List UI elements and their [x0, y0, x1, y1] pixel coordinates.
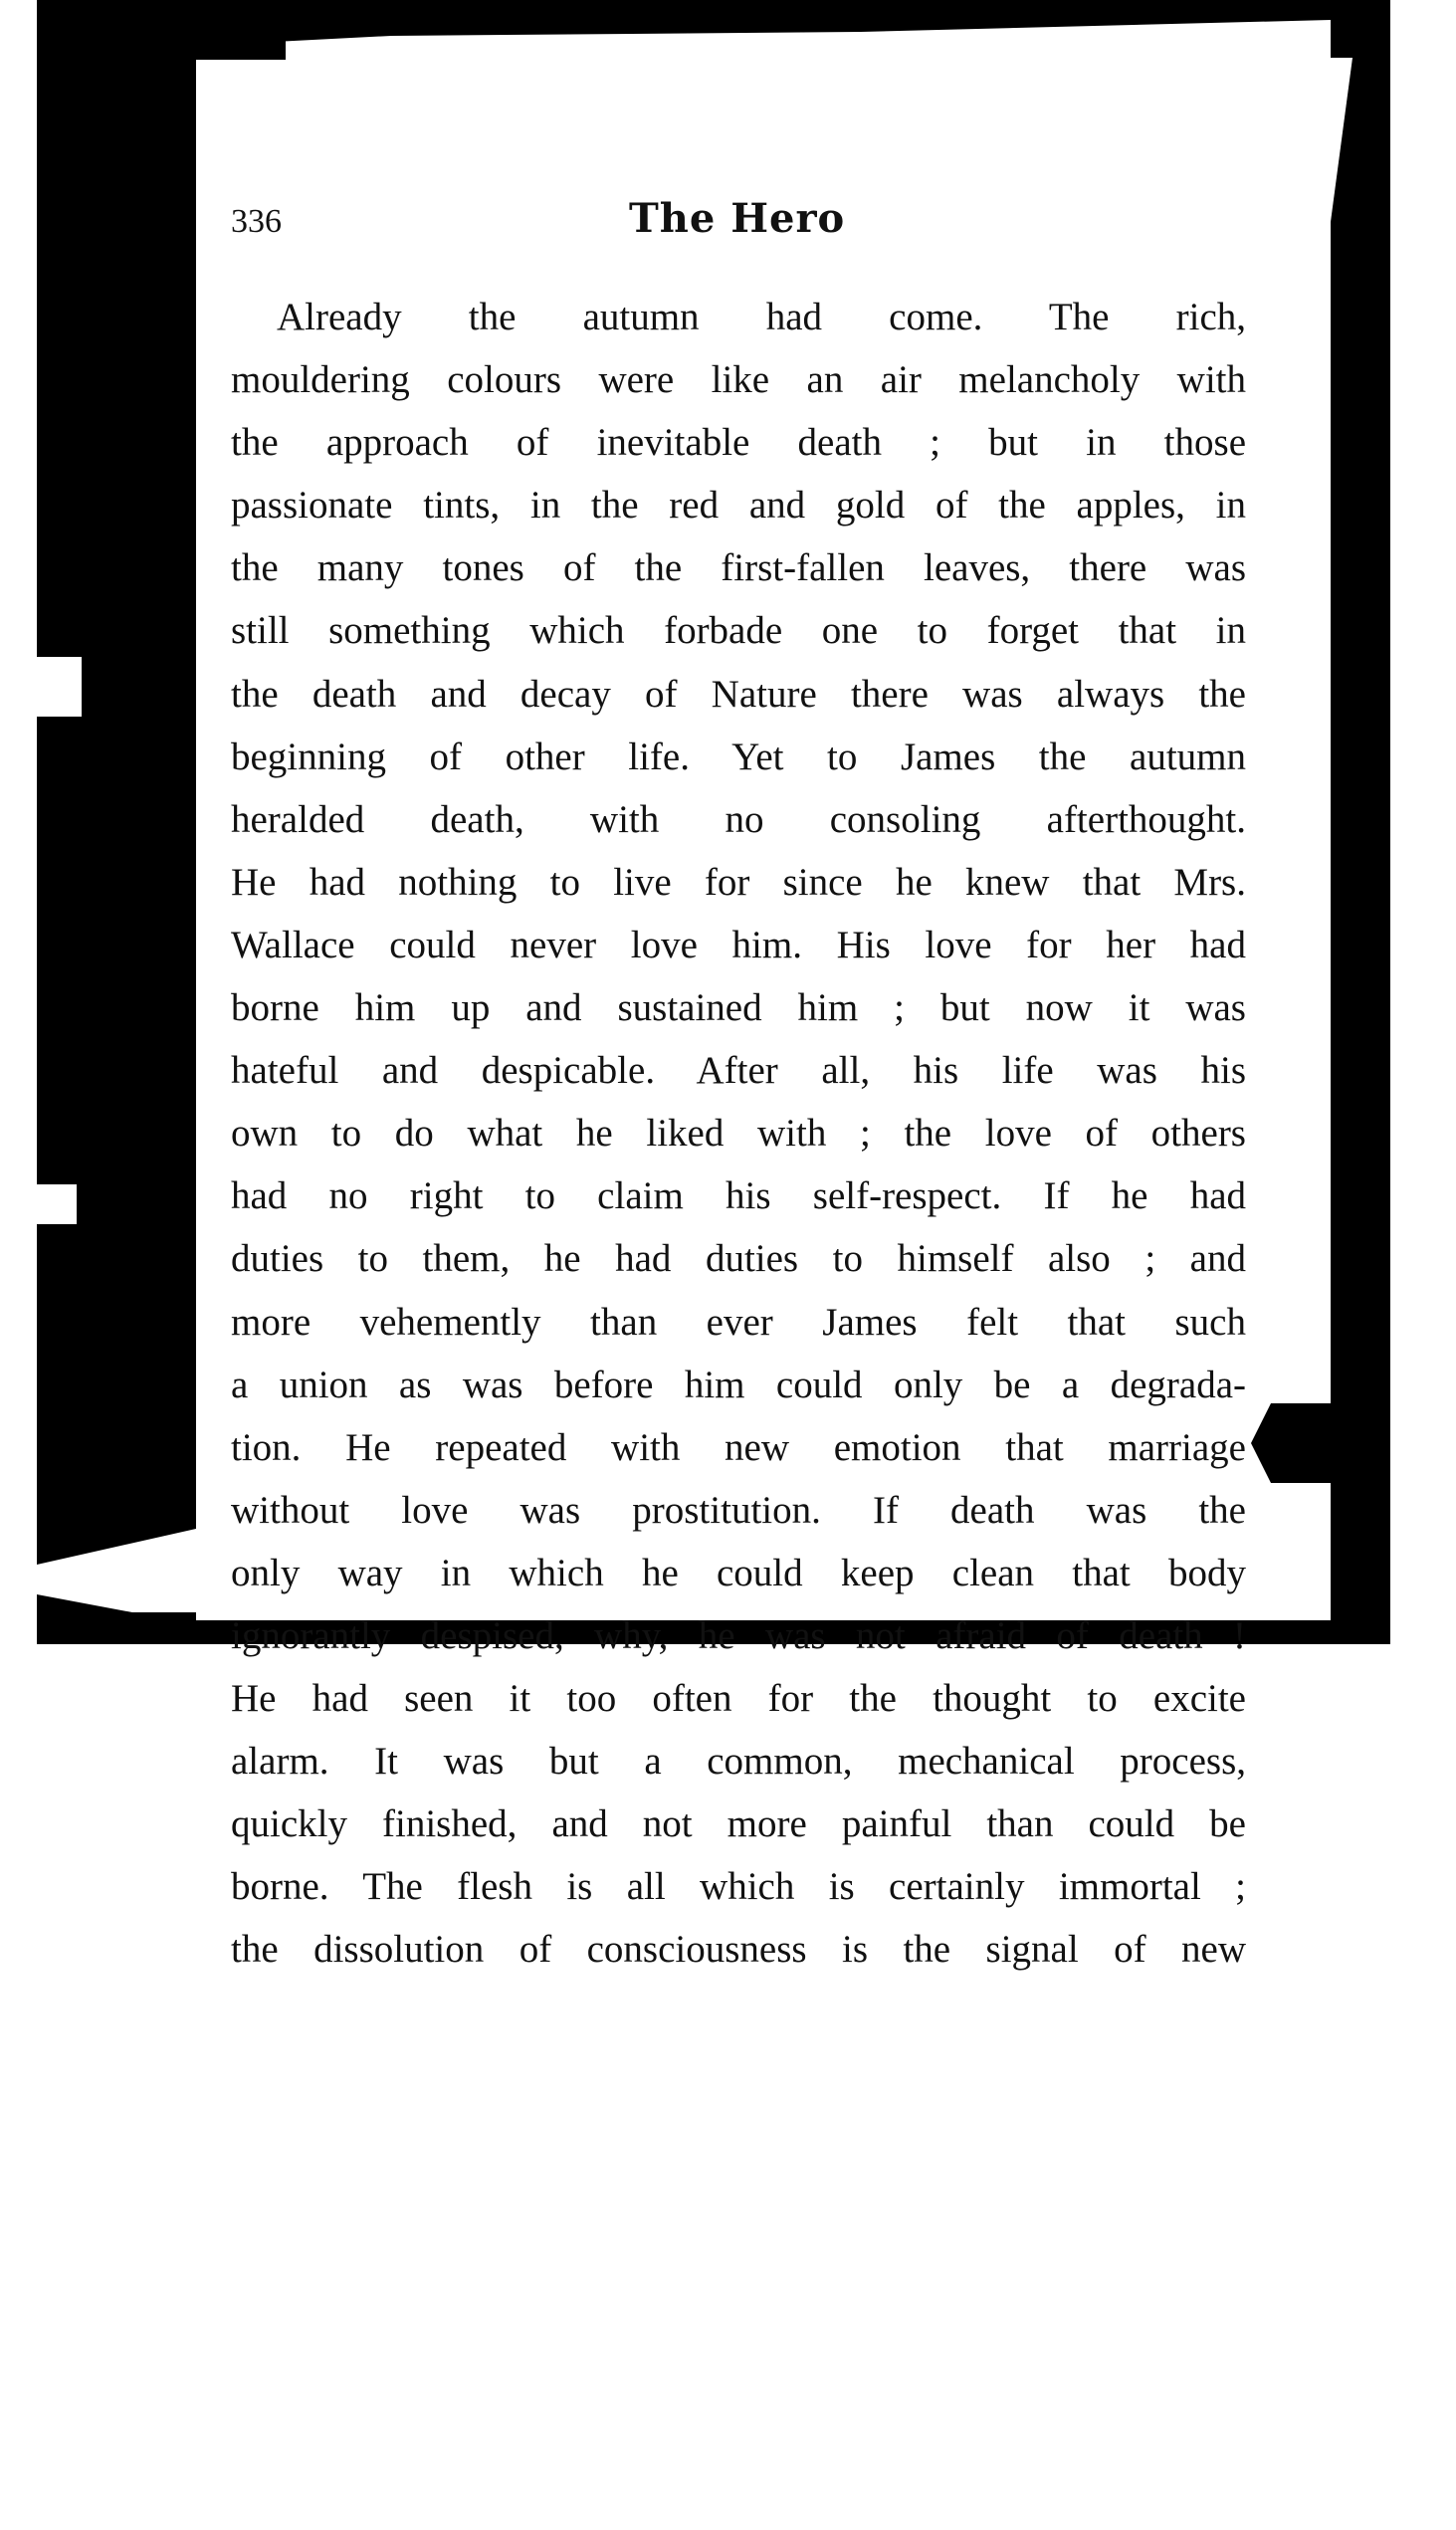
text-line: tion. He repeated with new emotion that marriage [231, 1425, 1246, 1469]
text-line: He had nothing to live for since he knew that Mrs. [231, 860, 1246, 904]
scan-edge-left-lower [37, 1184, 77, 1224]
page-number: 336 [231, 203, 282, 240]
text-line: quickly finished, and not more painful than could be [231, 1802, 1246, 1846]
text-line: hateful and despicable. After all, his life was his [231, 1049, 1246, 1093]
text-line: heralded death, with no consoling afterthought. [231, 797, 1246, 841]
text-line: duties to them, he had duties to himself also ; and [231, 1237, 1246, 1281]
text-line: only way in which he could keep clean that body [231, 1551, 1246, 1594]
text-line: still something which forbade one to forget that in [231, 609, 1246, 653]
scan-edge-top-left-block [37, 0, 286, 60]
text-line: borne. The flesh is all which is certainly immortal ; [231, 1865, 1246, 1909]
text-line: the approach of inevitable death ; but in those [231, 421, 1246, 465]
text-line: ignorantly despised, why, he was not afraid of death ! [231, 1613, 1246, 1657]
running-head [231, 195, 1246, 255]
text-line: more vehemently than ever James felt that such [231, 1300, 1246, 1344]
text-line: Already the autumn had come. The rich, [277, 296, 1246, 338]
scan-edge-right [1293, 58, 1352, 237]
text-line: own to do what he liked with ; the love of others [231, 1112, 1246, 1156]
text-line: Wallace could never love him. His love for her had [231, 923, 1246, 966]
text-line: the dissolution of consciousness is the signal of new [231, 1928, 1246, 1972]
text-line: had no right to claim his self-respect. If he had [231, 1174, 1246, 1218]
text-line: the many tones of the first-fallen leaves, there was [231, 546, 1246, 590]
text-line: borne him up and sustained him ; but now it was [231, 986, 1246, 1030]
text-line: He had seen it too often for the thought to excite [231, 1677, 1246, 1721]
text-line: beginning of other life. Yet to James the autumn [231, 735, 1246, 778]
text-line: mouldering colours were like an air melancholy with [231, 358, 1246, 402]
scan-edge-top [156, 20, 1331, 60]
body-text [231, 286, 1246, 1982]
text-line: alarm. It was but a common, mechanical process, [231, 1740, 1246, 1784]
scan-edge-bottom-left [37, 1493, 196, 1612]
text-line: without love was prostitution. If death was the [231, 1488, 1246, 1532]
text-line: a union as was before him could only be a degrada- [231, 1363, 1246, 1406]
page-title: The Hero [629, 195, 846, 242]
text-line: the death and decay of Nature there was always the [231, 672, 1246, 716]
scan-edge-left [37, 657, 82, 717]
text-line: passionate tints, in the red and gold of the apples, in [231, 484, 1246, 527]
